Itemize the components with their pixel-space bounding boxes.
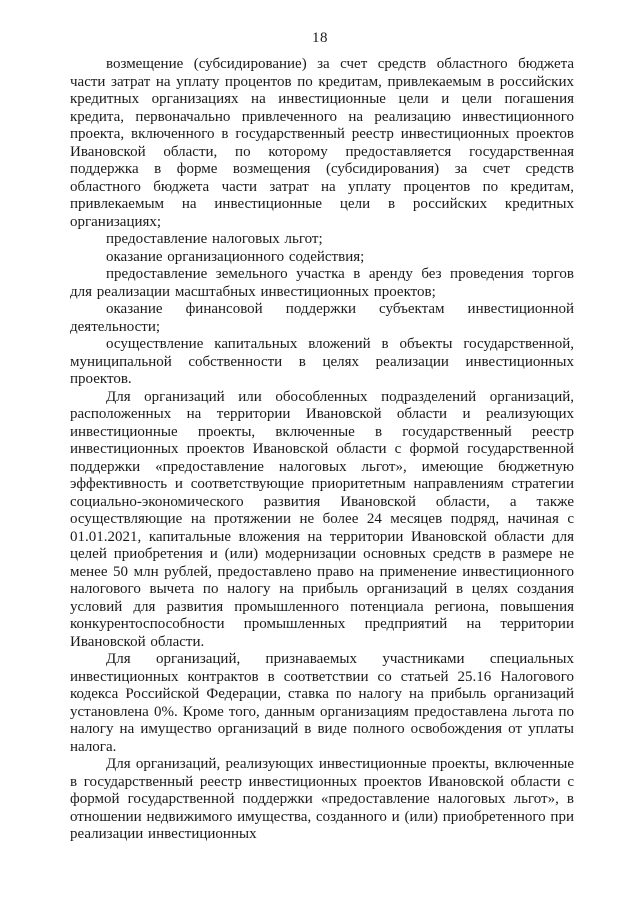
paragraph-subsidy-reimbursement: возмещение (субсидирование) за счет средств областного бюджета части затрат на уплату процентов по кредитам, привлекаемым в российских кредитных организациях на инвестиционные цели и цели погашения кредита, первоначально привлеченного на реализацию инвестиционного проекта, включенного в государственный реестр инвестиционных проектов Ивановской области, по которому предоставляется государственная поддержка в форме возмещения (субсидирования) за счет средств областного бюджета части затрат на уплату процентов по кредитам, привлекаемым на инвестиционные цели в российских кредитных организациях; — [70, 56, 574, 230]
page-content — [0, 56, 640, 844]
paragraph-tax-benefits: предоставление налоговых льгот; — [106, 231, 323, 247]
paragraph-investment-tax-deduction: Для организаций или обособленных подразделений организаций, расположенных на территории Ивановской области и реализующих инвестиционные проекты, включенные в государственный реестр инвестиционных проектов Ивановской области с формой государственной поддержки «предоставление налоговых льгот», имеющие бюджетную эффективность и соответствующие приоритетным направлениям стратегии социально-экономического развития Ивановской области, а также осуществляющие на протяжении не более 24 месяцев подряд, начиная с 01.01.2021, капитальные вложения на территории Ивановской области для целей приобретения и (или) модернизации основных средств в размере не менее 50 млн рублей, предоставлено право на применение инвестиционного налогового вычета по налогу на прибыль организаций в целях создания условий для развития промышленного потенциала региона, повышения конкурентоспособности промышленных предприятий на территории Ивановской области. — [70, 388, 574, 650]
paragraph-land-lease: предоставление земельного участка в аренду без проведения торгов для реализации масштабных инвестиционных проектов; — [70, 266, 574, 300]
page-number: 18 — [312, 30, 328, 46]
paragraph-organizational-assistance: оказание организационного содействия; — [106, 248, 365, 265]
paragraph-financial-support: оказание финансовой поддержки субъектам инвестиционной деятельности; — [70, 301, 574, 335]
paragraph-capital-investments: осуществление капитальных вложений в объекты государственной, муниципальной собственности в целях реализации инвестиционных проектов. — [70, 336, 574, 387]
paragraph-property-tax-exemption: Для организаций, реализующих инвестиционные проекты, включенные в государственный реестр инвестиционных проектов Ивановской области с формой государственной поддержки «предоставление налоговых льгот», в отношении недвижимого имущества, созданного и (или) приобретенного при реализации инвестиционных — [70, 756, 574, 842]
paragraph-special-investment-contracts: Для организаций, признаваемых участниками специальных инвестиционных контрактов в соответствии со статьей 25.16 Налогового кодекса Российской Федерации, ставка по налогу на прибыль организаций установлена 0%. Кроме того, данным организациям предоставлена льгота по налогу на имущество организаций в виде полного освобождения от уплаты налога. — [70, 651, 574, 755]
